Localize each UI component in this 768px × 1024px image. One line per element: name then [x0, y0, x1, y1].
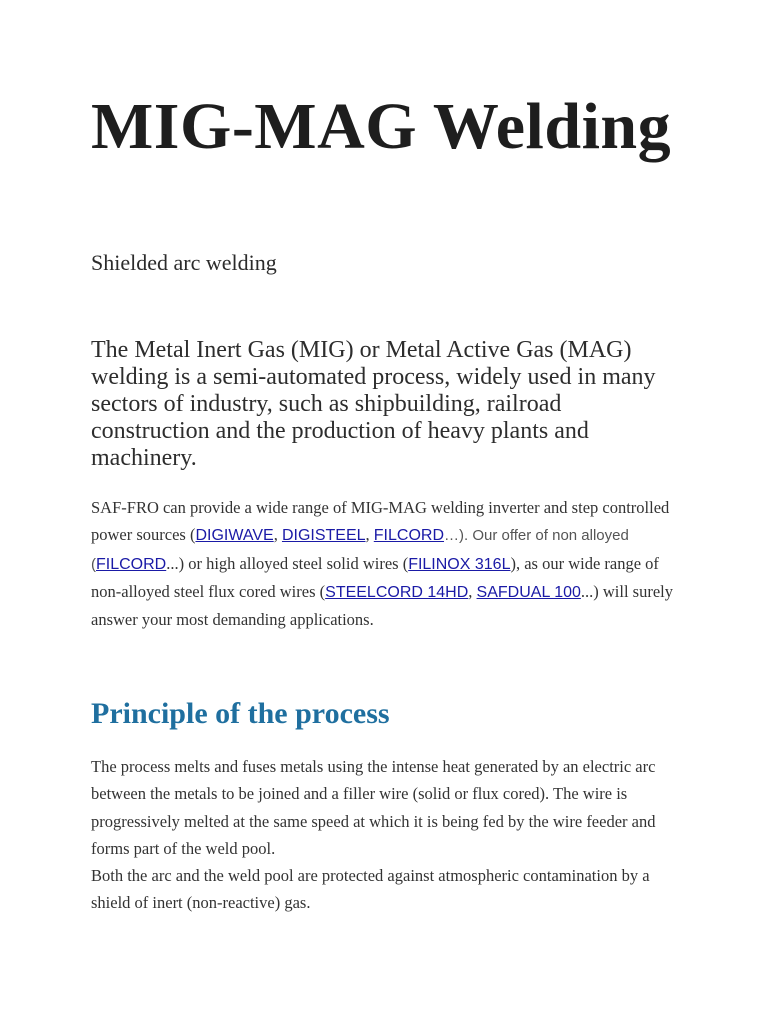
- offer-paragraph: [91, 494, 681, 633]
- offer-sep-2: ,: [365, 525, 374, 545]
- link-filcord-nonalloyed[interactable]: FILCORD: [96, 555, 167, 573]
- principle-text-1: The process melts and fuses metals using the intense heat generated by an electric arc between the metals to be joined and a filler wire (solid or flux cored). The wire is progressively melted at the same speed at which it is being fed by the wire feeder and forms part of the weld pool.: [91, 757, 656, 858]
- link-filinox-316l[interactable]: FILINOX 316L: [408, 555, 511, 573]
- link-steelcord-14hd[interactable]: STEELCORD 14HD: [325, 583, 469, 601]
- offer-text-4: ), as our wide range of non-alloyed steel flux cored wires (: [91, 553, 659, 601]
- page-title: MIG-MAG Welding: [91, 90, 672, 163]
- offer-text-2: …). Our offer of non alloyed (: [91, 527, 629, 573]
- offer-sep-1: ,: [273, 525, 282, 545]
- section-heading-principle: Principle of the process: [91, 697, 390, 730]
- link-filcord[interactable]: FILCORD: [373, 527, 445, 545]
- offer-sep-3: ,: [468, 581, 477, 601]
- principle-text-2: Both the arc and the weld pool are protected against atmospheric contamination by a shield of inert (non-reactive) gas.: [91, 866, 650, 913]
- lead-paragraph: The Metal Inert Gas (MIG) or Metal Active Gas (MAG) welding is a semi-automated process, widely used in many sectors of industry, such as shipbuilding, railroad construction and the production of heavy plants and machinery.: [91, 337, 656, 471]
- principle-paragraph: [91, 753, 681, 917]
- link-digiwave[interactable]: DIGIWAVE: [195, 527, 274, 545]
- page-subtitle: Shielded arc welding: [91, 250, 277, 275]
- link-digisteel[interactable]: DIGISTEEL: [281, 527, 366, 545]
- offer-text-3: ...) or high alloyed steel solid wires (: [166, 553, 409, 573]
- link-safdual-100[interactable]: SAFDUAL 100: [476, 583, 581, 601]
- offer-text-5: ...) will surely answer your most demanding applications.: [91, 581, 674, 630]
- offer-text-1: SAF-FRO can provide a wide range of MIG-MAG welding inverter and step controlled power sources (: [91, 498, 670, 545]
